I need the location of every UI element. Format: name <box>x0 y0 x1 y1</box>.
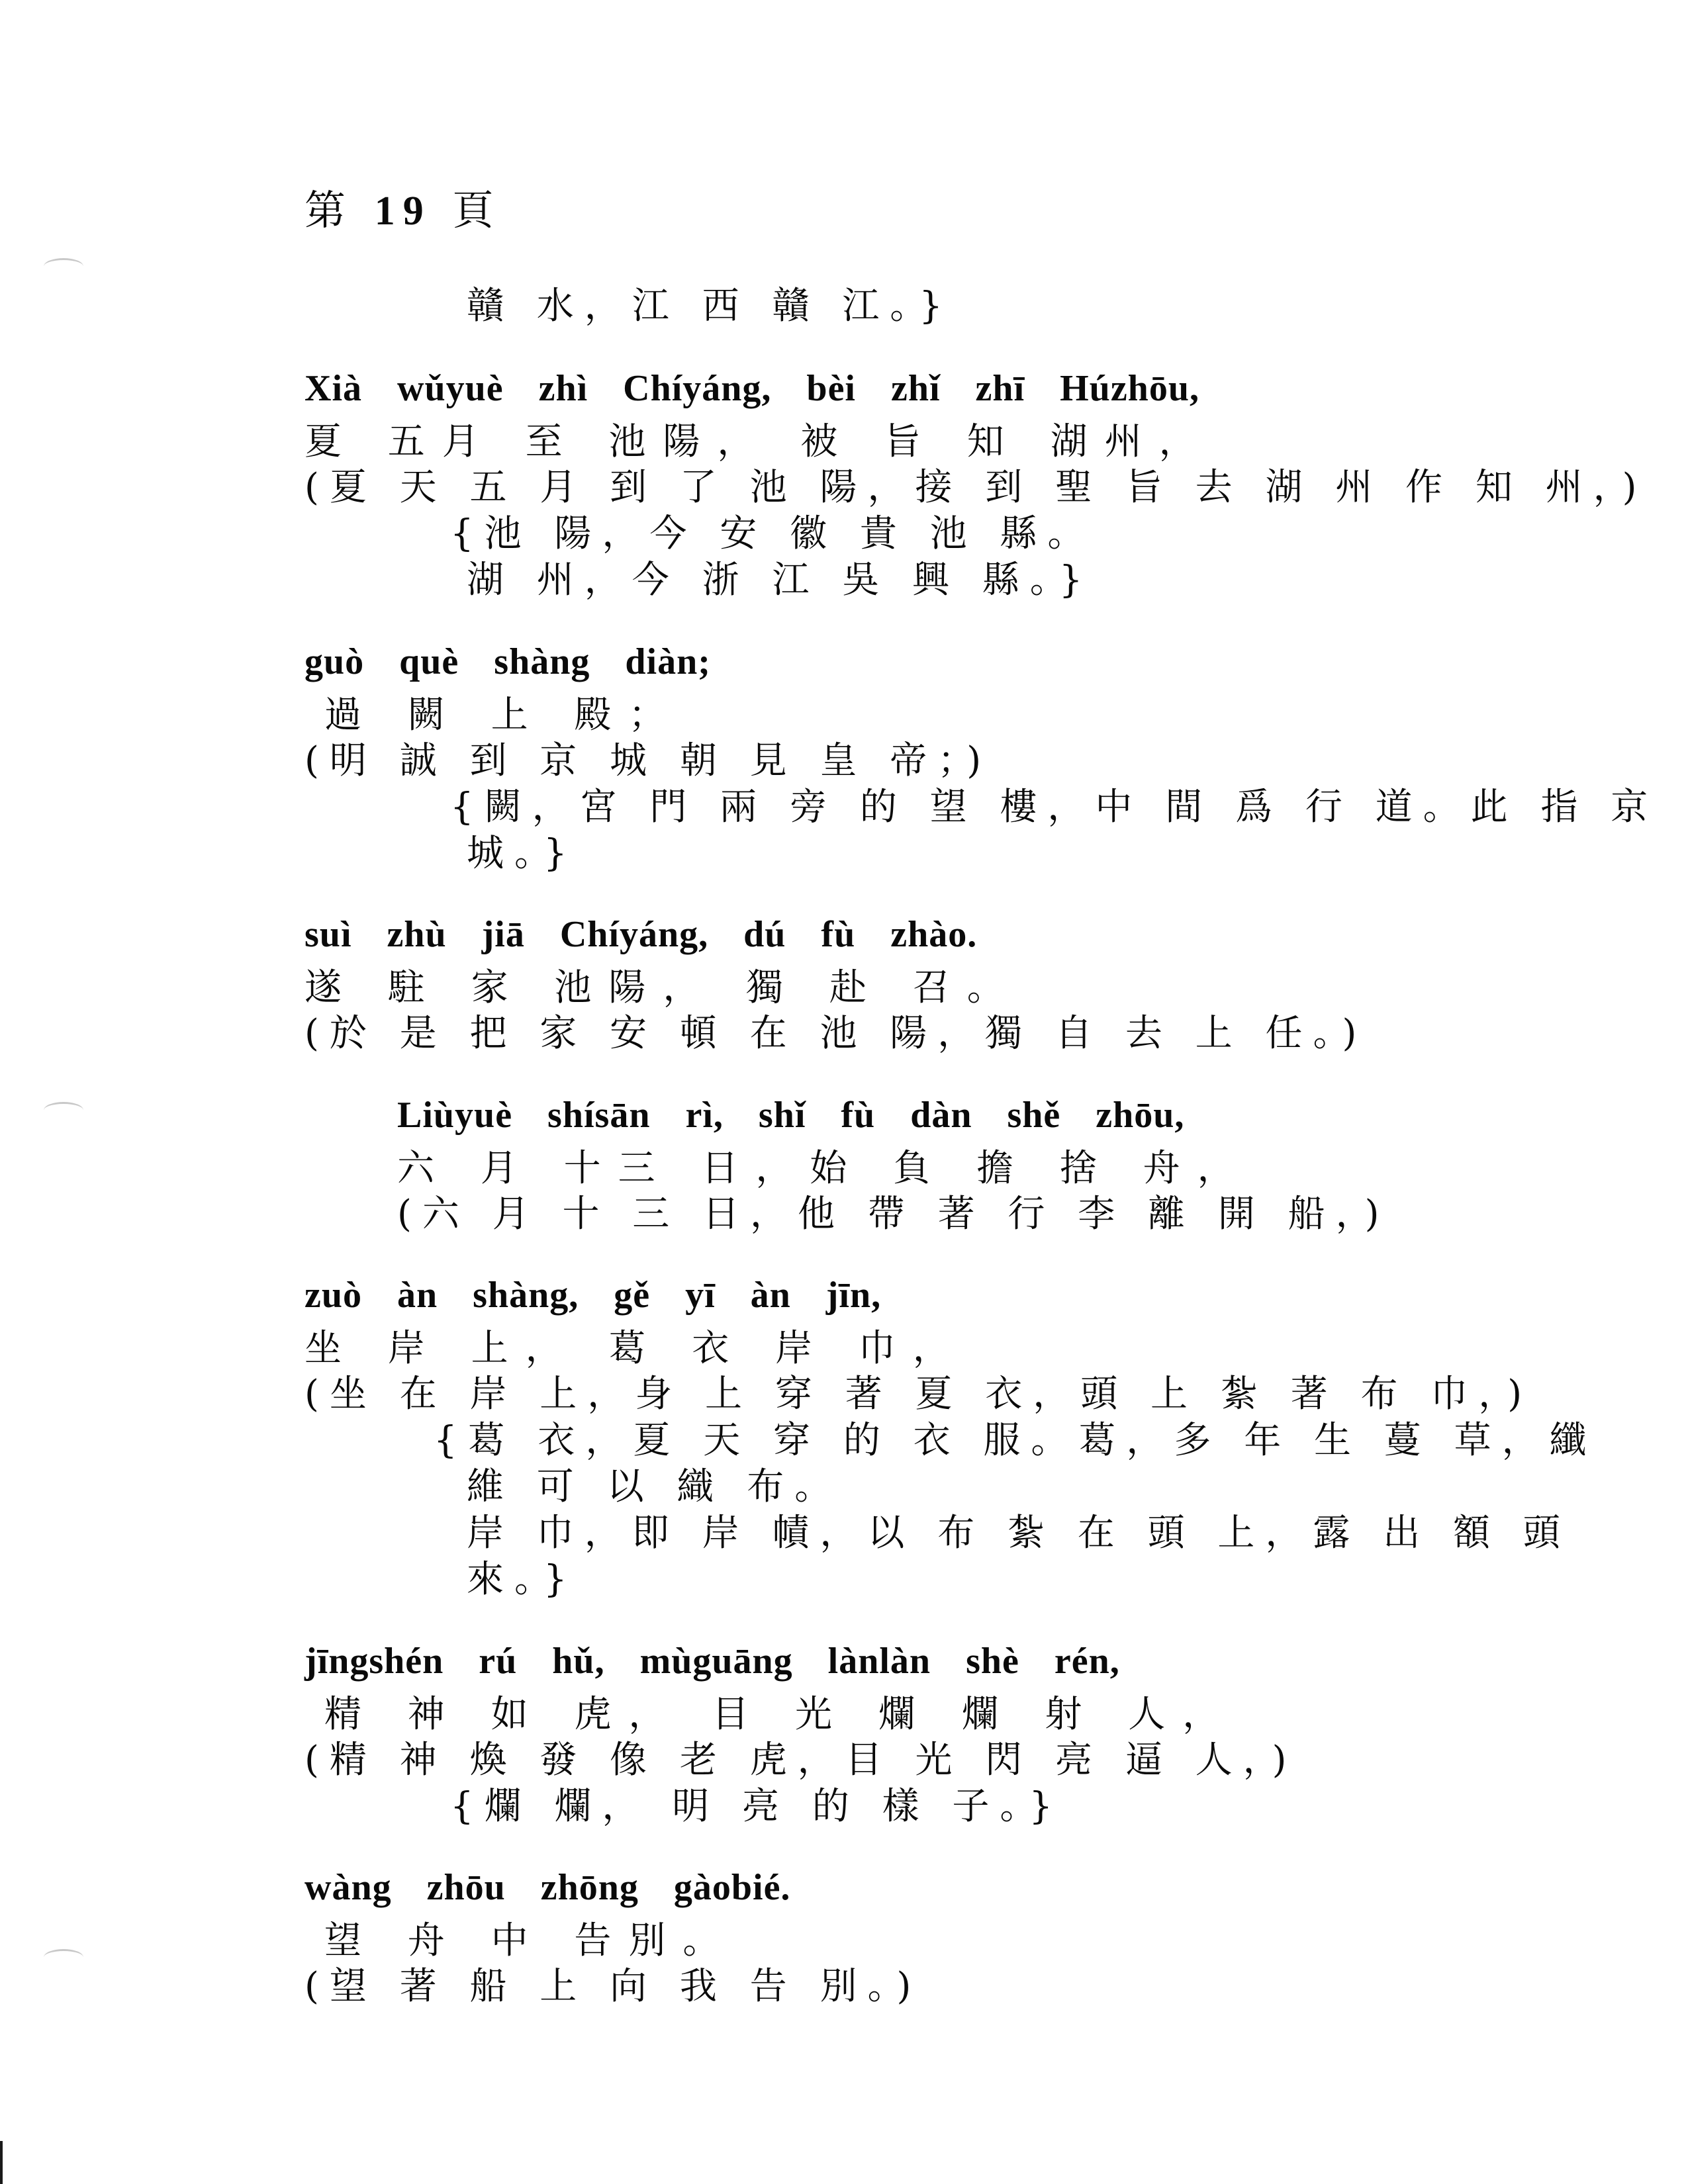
note-line: {闕，宮 門 兩 旁 的 望 樓，中 間 爲 行 道。此 指 京 <box>450 786 1659 829</box>
hanzi-line: 六 月 十三 日，始 負 擔 捨 舟， <box>397 1147 1252 1190</box>
translation-line: (於 是 把 家 安 頓 在 池 陽，獨 自 去 上 任。) <box>305 1012 1368 1055</box>
pinyin-line: Liùyuè shísān rì, shǐ fù dàn shě zhōu, <box>397 1095 1185 1136</box>
note-line: 維 可 以 織 布。 <box>467 1465 843 1508</box>
translation-line: (夏 天 五 月 到 了 池 陽，接 到 聖 旨 去 湖 州 作 知 州，) <box>305 466 1648 509</box>
page-header-suffix: 頁 <box>452 186 502 234</box>
pinyin-line: jīngshén rú hǔ, mùguāng lànlàn shè rén, <box>305 1641 1120 1682</box>
note-line: 來。} <box>467 1558 578 1601</box>
hanzi-line: 夏 五月 至 池陽， 被 旨 知 湖州， <box>305 420 1213 463</box>
hanzi-line: 精 神 如 虎， 目 光 爛 爛 射 人， <box>324 1693 1237 1736</box>
note-line: 贛 水，江 西 贛 江。} <box>467 285 953 328</box>
translation-line: (望 著 船 上 向 我 告 別。) <box>305 1965 922 2008</box>
pinyin-line: wàng zhōu zhōng gàobié. <box>305 1867 791 1908</box>
pinyin-line: Xià wǔyuè zhì Chíyáng, bèi zhǐ zhī Húzhōu, <box>305 368 1199 409</box>
hanzi-line: 望 舟 中 告別。 <box>324 1919 737 1962</box>
pinyin-line: guò què shàng diàn; <box>305 641 711 682</box>
hanzi-line: 坐 岸 上， 葛 衣 岸 巾， <box>305 1327 967 1370</box>
note-line: {池 陽，今 安 徽 貴 池 縣。 <box>450 512 1096 555</box>
page-header <box>305 177 501 236</box>
translation-line: (明 誠 到 京 城 朝 見 皇 帝；) <box>305 739 992 782</box>
pinyin-line: zuò àn shàng, gě yī àn jīn, <box>305 1275 882 1316</box>
hanzi-line: 過 闕 上 殿； <box>324 694 683 737</box>
note-line: {葛 衣，夏 天 穿 的 衣 服。葛，多 年 生 蔓 草，纖 <box>434 1419 1597 1462</box>
translation-line: (精 神 煥 發 像 老 虎，目 光 閃 亮 逼 人，) <box>305 1739 1297 1782</box>
note-line: 城。} <box>467 832 578 875</box>
scan-edge-mark <box>0 2141 3 2184</box>
punch-hole-mark <box>44 1949 83 1966</box>
note-line: 湖 州，今 浙 江 吳 興 縣。} <box>467 559 1094 602</box>
page-number: 19 <box>374 189 432 234</box>
page-header-prefix: 第 <box>305 186 354 234</box>
note-line: 岸 巾，即 岸 幘，以 布 紮 在 頭 上，露 出 額 頭 <box>467 1512 1571 1555</box>
hanzi-line: 遂 駐 家 池陽， 獨 赴 召。 <box>305 966 1021 1009</box>
punch-hole-mark <box>44 258 83 275</box>
translation-line: (六 月 十 三 日，他 帶 著 行 李 離 開 船，) <box>397 1193 1390 1236</box>
note-line: {爛 爛， 明 亮 的 樣 子。} <box>450 1785 1064 1828</box>
translation-line: (坐 在 岸 上，身 上 穿 著 夏 衣，頭 上 紮 著 布 巾，) <box>305 1373 1533 1416</box>
pinyin-line: suì zhù jiā Chíyáng, dú fù zhào. <box>305 914 978 955</box>
punch-hole-mark <box>44 1102 83 1118</box>
